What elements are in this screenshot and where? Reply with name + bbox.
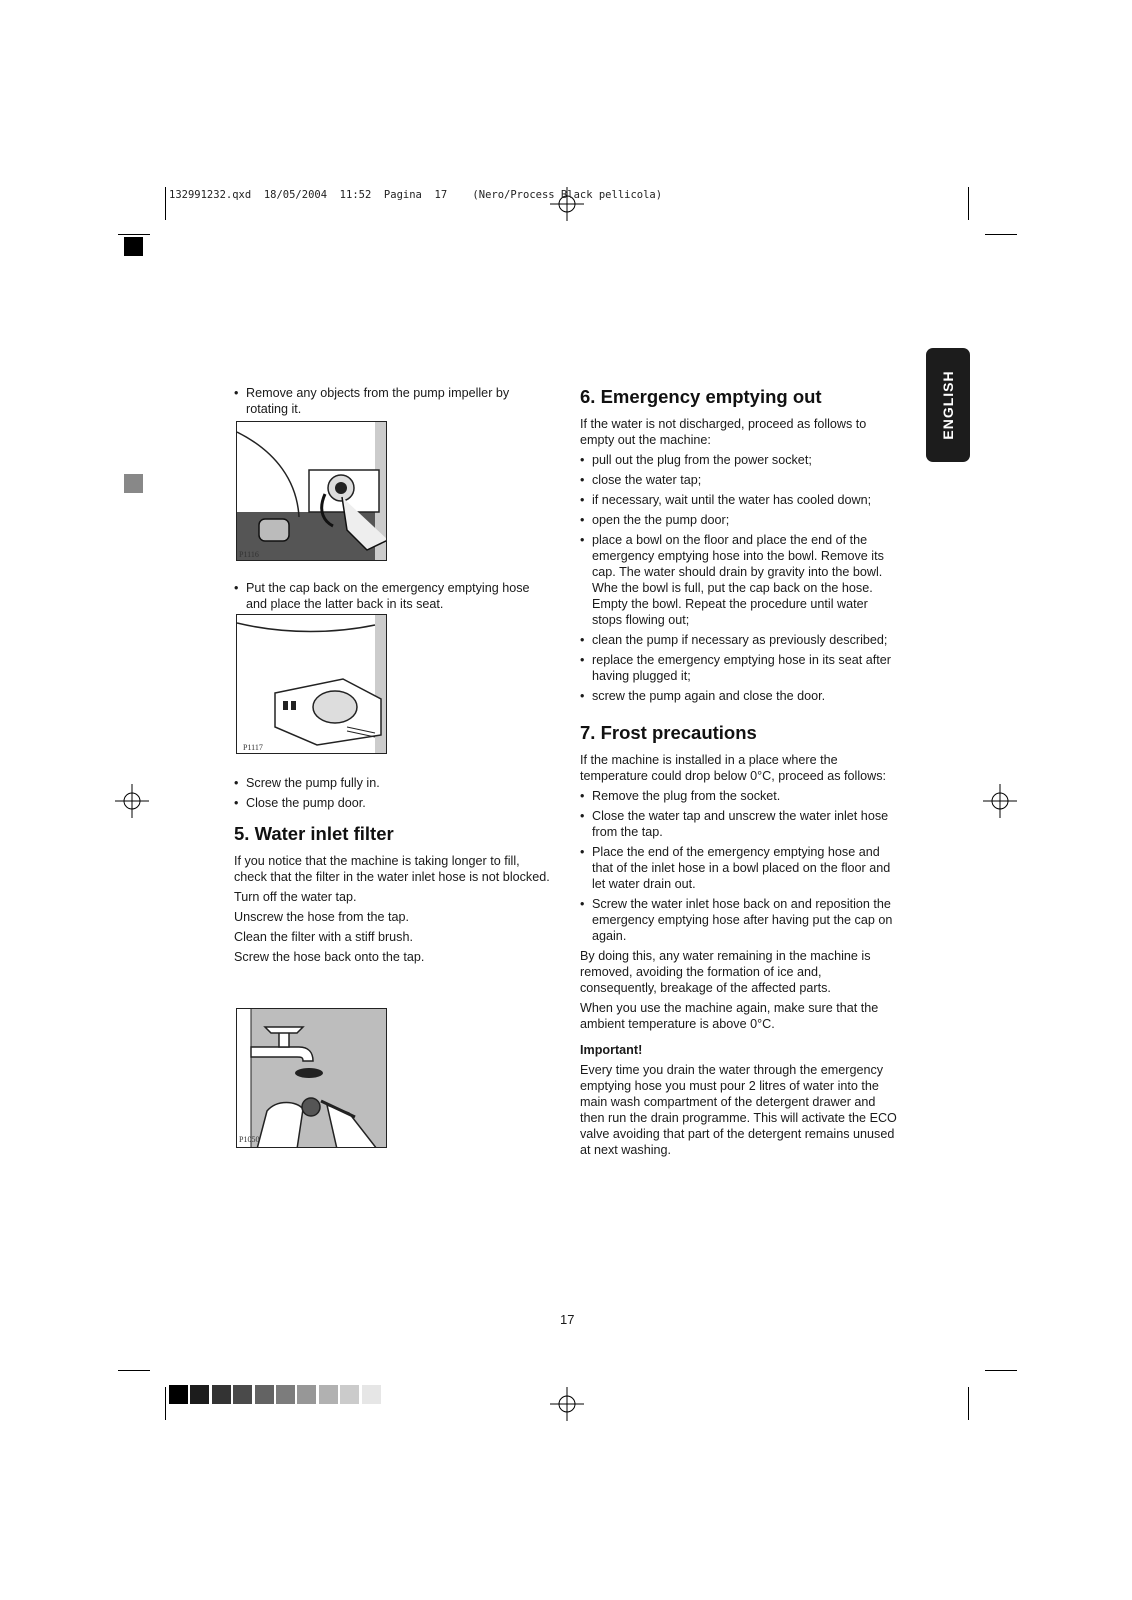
color-swatch — [233, 1385, 252, 1404]
color-swatch — [212, 1385, 231, 1404]
figure-code: P1116 — [239, 550, 259, 559]
section-7-intro: If the machine is installed in a place where the temperature could drop below 0°C, proceed as follows: — [580, 753, 887, 783]
color-swatch — [169, 1385, 188, 1404]
page-number: 17 — [560, 1312, 575, 1327]
black-square-mark — [124, 237, 143, 256]
language-tab — [926, 348, 970, 462]
bullet-cap: • Put the cap back on the emergency emptying hose and place the latter back in its seat. — [234, 580, 554, 612]
registration-mark-icon — [550, 1387, 584, 1421]
section-6-intro: If the water is not discharged, proceed as follows to empty out the machine: — [580, 417, 867, 447]
color-swatch — [276, 1385, 295, 1404]
section-6-item: • screw the pump again and close the door. — [580, 688, 898, 704]
left-column — [234, 385, 544, 421]
registration-mark-icon — [115, 784, 149, 818]
figure-code: P1117 — [243, 743, 263, 752]
left-column — [234, 580, 554, 616]
color-swatch — [319, 1385, 338, 1404]
crop-mark — [118, 1370, 150, 1371]
section-6-item: • if necessary, wait until the water has cooled down; — [580, 492, 898, 508]
crop-mark — [985, 1370, 1017, 1371]
important-text: Every time you drain the water through the emergency emptying hose you must pour 2 litres of water into the main wash compartment of the detergent drawer and then run the drain programme. This will activate the ECO valve avoiding that part of the detergent remains unused at next washing. — [580, 1063, 897, 1157]
section-5-step: Turn off the water tap. — [234, 890, 357, 904]
section-6-item: • clean the pump if necessary as previously described; — [580, 632, 898, 648]
section-5-step: Clean the filter with a stiff brush. — [234, 930, 413, 944]
section-5-title: 5. Water inlet filter — [234, 823, 394, 844]
figure-inlet-filter — [236, 1008, 387, 1148]
color-swatch — [190, 1385, 209, 1404]
crop-mark — [165, 1387, 166, 1420]
right-column — [580, 386, 898, 1162]
important-label: Important! — [580, 1043, 643, 1057]
registration-mark-icon — [983, 784, 1017, 818]
bullet-close-door: • Close the pump door. — [234, 795, 554, 811]
section-6-item: • open the the pump door; — [580, 512, 898, 528]
figure-code: P1050 — [239, 1135, 260, 1144]
section-6-item: • replace the emergency emptying hose in its seat after having plugged it; — [580, 652, 898, 684]
left-column — [234, 775, 554, 969]
bullet-impeller: • Remove any objects from the pump impeller by rotating it. — [234, 385, 544, 417]
section-5-step: Unscrew the hose from the tap. — [234, 910, 409, 924]
figure-cap-back — [236, 614, 387, 754]
section-7-para: When you use the machine again, make sure that the ambient temperature is above 0°C. — [580, 1001, 879, 1031]
crop-mark — [968, 187, 969, 220]
color-swatch — [362, 1385, 381, 1404]
section-6-item: • close the water tap; — [580, 472, 898, 488]
section-6-item: • pull out the plug from the power socket; — [580, 452, 898, 468]
section-7-item: • Remove the plug from the socket. — [580, 788, 898, 804]
file-slug: 132991232.qxd 18/05/2004 11:52 Pagina 17 (Nero/Process Black pellicola) — [169, 189, 663, 201]
color-swatch — [297, 1385, 316, 1404]
section-7-para: By doing this, any water remaining in the machine is removed, avoiding the formation of ice and, consequently, breakage of the affected parts. — [580, 949, 871, 995]
color-swatch — [255, 1385, 274, 1404]
section-5-step: Screw the hose back onto the tap. — [234, 950, 425, 964]
crop-mark — [118, 234, 150, 235]
figure-pump-impeller — [236, 421, 387, 561]
section-6-title: 6. Emergency emptying out — [580, 386, 822, 407]
crop-mark — [968, 1387, 969, 1420]
crop-mark — [985, 234, 1017, 235]
crop-mark — [165, 187, 166, 220]
section-7-item: • Close the water tap and unscrew the water inlet hose from the tap. — [580, 808, 898, 840]
section-5-intro: If you notice that the machine is taking longer to fill, check that the filter in the water inlet hose is not blocked. — [234, 854, 550, 884]
bullet-screw-pump: • Screw the pump fully in. — [234, 775, 554, 791]
language-tab-label: ENGLISH — [940, 370, 956, 440]
color-swatch — [340, 1385, 359, 1404]
section-6-item: • place a bowl on the floor and place the end of the emergency emptying hose into the bowl. Remove its cap. The water should drain by gravity into the bowl. Whe the bowl is full, put the cap back on the hose. Empty the bowl. Repeat the procedure until water stops flowing out; — [580, 532, 898, 628]
section-7-title: 7. Frost precautions — [580, 722, 757, 743]
section-7-item: • Place the end of the emergency emptying hose and that of the inlet hose in a bowl placed on the floor and let water drain out. — [580, 844, 898, 892]
gray-square-mark — [124, 474, 143, 493]
section-7-item: • Screw the water inlet hose back on and reposition the emergency emptying hose after having put the cap on again. — [580, 896, 898, 944]
